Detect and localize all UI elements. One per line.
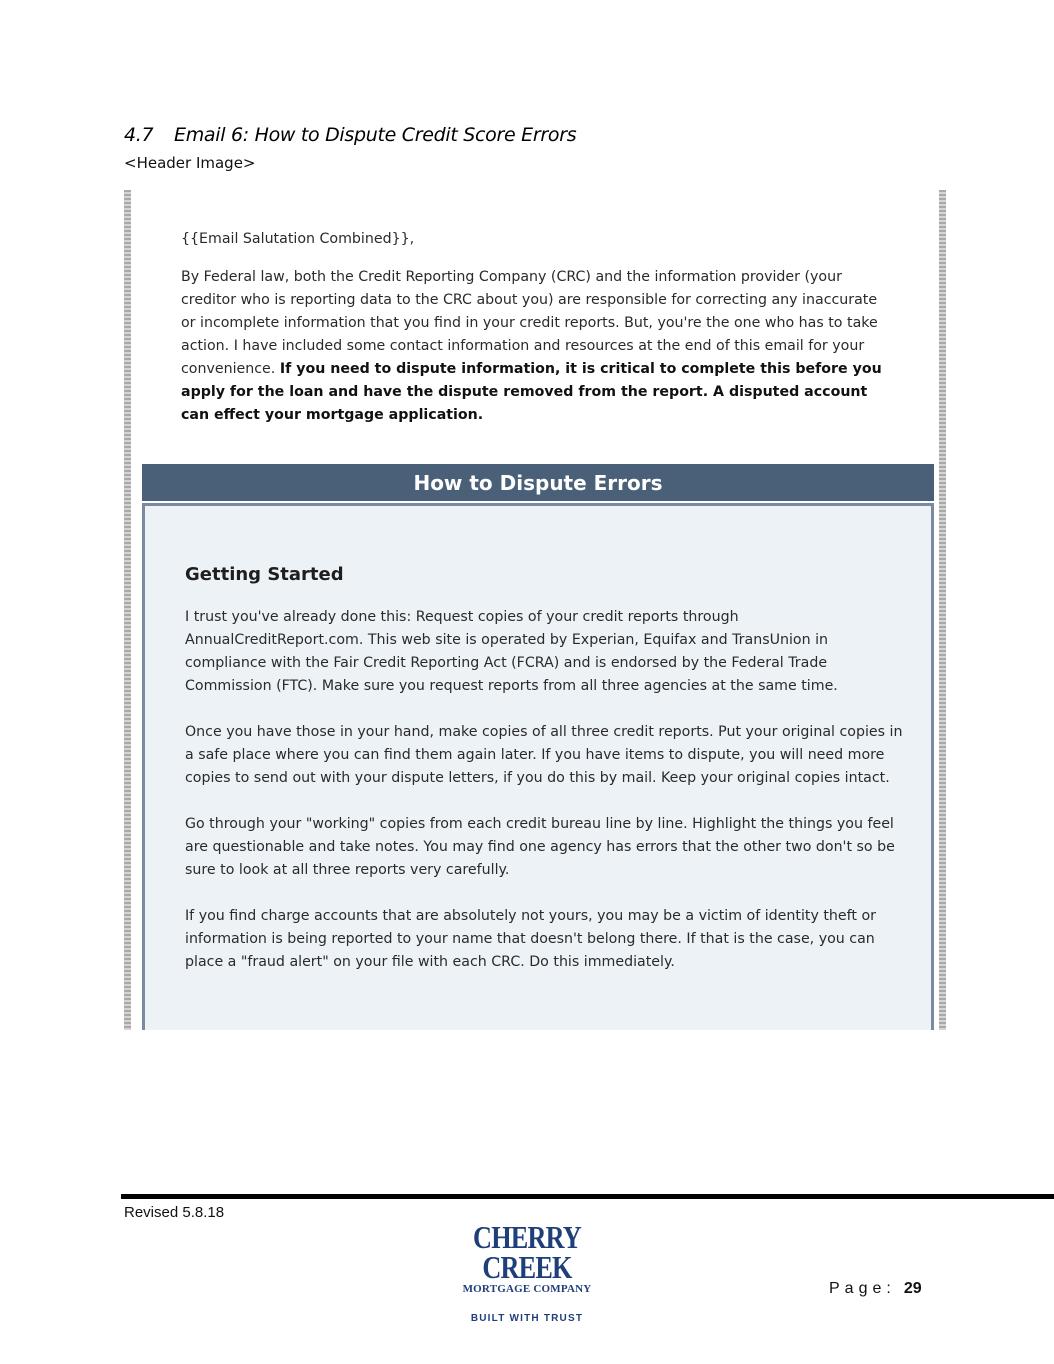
getting-started-body: [185, 606, 905, 997]
frame-border-left: [124, 190, 131, 1030]
paragraph: Go through your "working" copies from each credit bureau line by line. Highlight the things you feel are questionable and take notes. You may find one agency has errors that the other two don't so be sure to look at all three reports very carefully.: [185, 816, 895, 878]
getting-started-heading: Getting Started: [185, 564, 344, 585]
paragraph: I trust you've already done this: Request copies of your credit reports through AnnualCreditReport.com. This web site is operated by Experian, Equifax and TransUnion in compliance with the Fair Credit Reporting Act (FCRA) and is endorsed by the Federal Trade Commission (FTC). Make sure you request reports from all three agencies at the same time.: [185, 609, 838, 694]
page-number: [829, 1280, 922, 1298]
email-salutation: {{Email Salutation Combined}},: [181, 231, 415, 247]
intro-text: By Federal law, both the Credit Reporting Company (CRC) and the information provider (your creditor who is reporting data to the CRC about you) are responsible for correcting any inaccurate or incomplete information that you find in your credit reports. But, you're the one who has to take action. I have included some contact information and resources at the end of this email for your convenience.: [181, 269, 878, 377]
logo-name: CHERRY CREEK: [473, 1219, 581, 1285]
logo-subtitle: MORTGAGE COMPANY: [462, 1283, 592, 1295]
section-title: Email 6: How to Dispute Credit Score Errors: [174, 124, 577, 146]
revision-date: Revised 5.8.18: [124, 1204, 225, 1221]
dispute-panel: [142, 503, 934, 1030]
section-number: 4.7: [124, 124, 154, 146]
logo-tagline: BUILT WITH TRUST: [470, 1313, 584, 1324]
email-preview: [124, 190, 946, 1030]
intro-emphasis: If you need to dispute information, it is critical to complete this before you apply for the loan and have the dispute removed from the report. A disputed account can effect your mortgage application.: [181, 361, 882, 423]
header-image-placeholder: <Header Image>: [124, 154, 256, 172]
paragraph: If you find charge accounts that are absolutely not yours, you may be a victim of identity theft or information is being reported to your name that doesn't belong there. If that is the case, you can place a "fraud alert" on your file with each CRC. Do this immediately.: [185, 908, 876, 970]
email-intro: [181, 266, 891, 427]
paragraph: Once you have those in your hand, make copies of all three credit reports. Put your original copies in a safe place where you can find them again later. If you have items to dispute, you will need more copies to send out with your dispute letters, if you do this by mail. Keep your original copies intact.: [185, 724, 903, 786]
footer-rule: [121, 1194, 1054, 1199]
page-number-value: 29: [903, 1280, 922, 1297]
section-heading: [124, 124, 576, 146]
page-label: Page:: [829, 1280, 896, 1297]
company-logo: [432, 1219, 622, 1324]
dispute-section-header: How to Dispute Errors: [142, 464, 934, 501]
frame-border-right: [939, 190, 946, 1030]
